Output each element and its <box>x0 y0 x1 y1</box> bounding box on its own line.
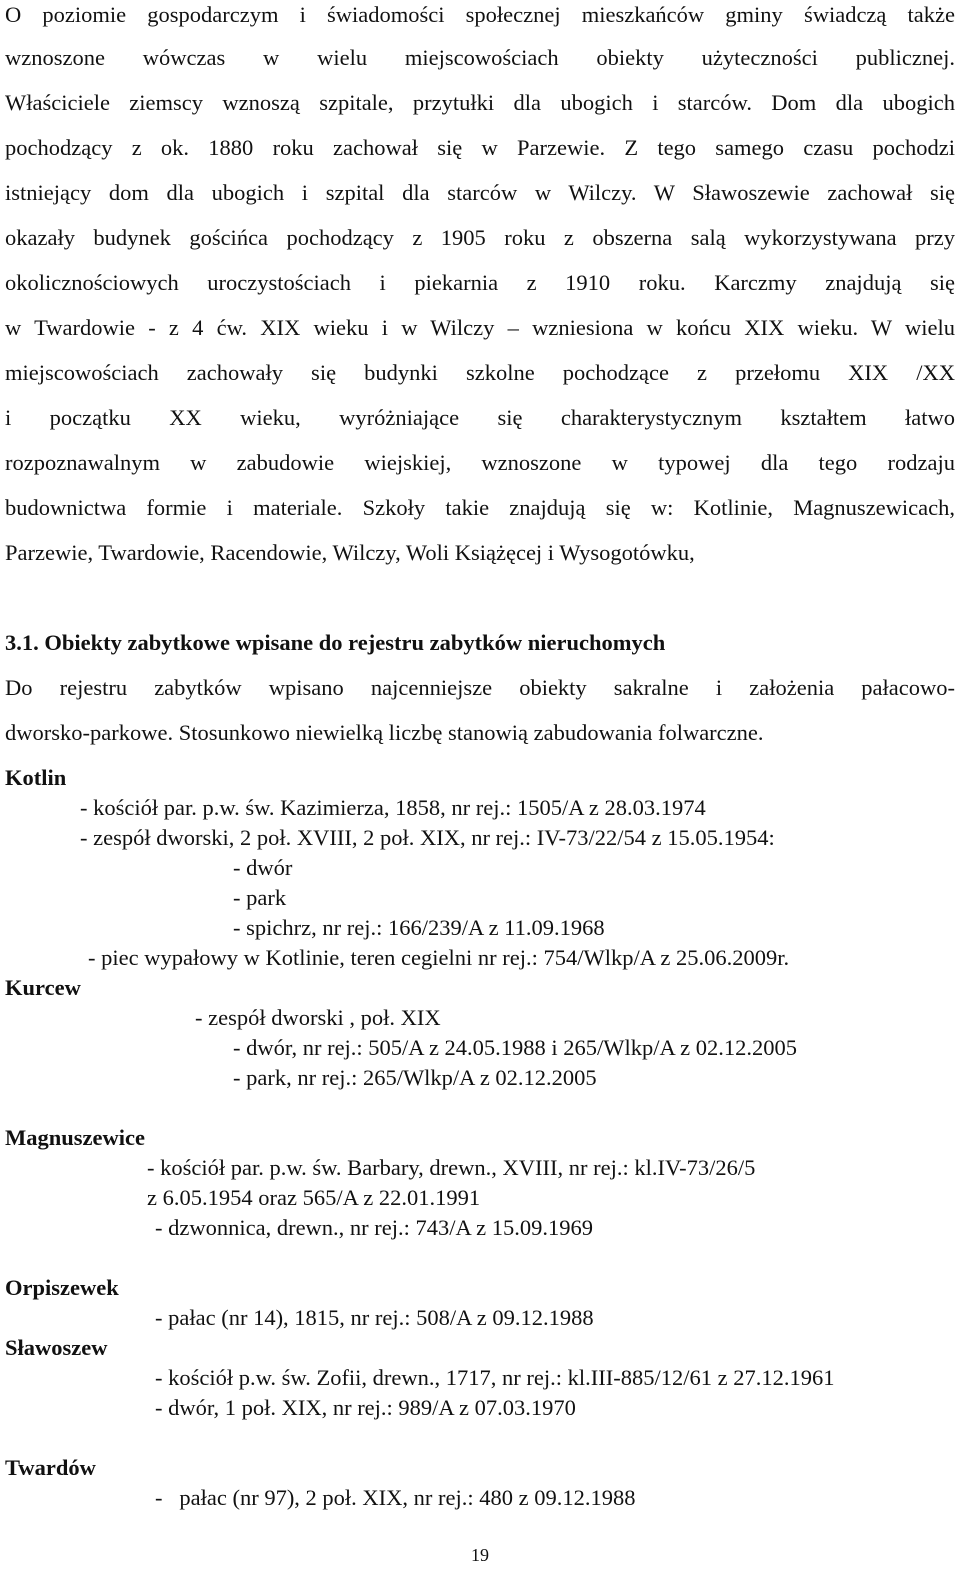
paragraph-line: wznoszone wówczas w wielu miejscowościach obiekty użyteczności publicznej. <box>5 45 955 70</box>
paragraph-line: pochodzący z ok. 1880 roku zachował się w Parzewie. Z tego samego czasu pochodzi <box>5 135 955 160</box>
paragraph-line: istniejący dom dla ubogich i szpital dla starców w Wilczy. W Sławoszewie zachował się <box>5 180 955 205</box>
register-entry: - pałac (nr 97), 2 poł. XIX, nr rej.: 480 z 09.12.1988 <box>155 1485 636 1510</box>
paragraph-line: budownictwa formie i materiale. Szkoły takie znajdują się w: Kotlinie, Magnuszewicach, <box>5 495 955 520</box>
paragraph-line: rozpoznawalnym w zabudowie wiejskiej, wznoszone w typowej dla tego rodzaju <box>5 450 955 475</box>
paragraph-line: okolicznościowych uroczystościach i piekarnia z 1910 roku. Karczmy znajdują się <box>5 270 955 295</box>
register-entry: - park, nr rej.: 265/Wlkp/A z 02.12.2005 <box>233 1065 597 1090</box>
register-entry: - piec wypałowy w Kotlinie, teren cegielni nr rej.: 754/Wlkp/A z 25.06.2009r. <box>88 945 790 970</box>
register-entry: - spichrz, nr rej.: 166/239/A z 11.09.1968 <box>233 915 605 940</box>
register-entry: - zespół dworski , poł. XIX <box>195 1005 441 1030</box>
place-name: Sławoszew <box>5 1335 108 1360</box>
register-entry: z 6.05.1954 oraz 565/A z 22.01.1991 <box>147 1185 481 1210</box>
paragraph-line: Właściciele ziemscy wznoszą szpitale, przytułki dla ubogich i starców. Dom dla ubogich <box>5 90 955 115</box>
paragraph-line: O poziomie gospodarczym i świadomości społecznej mieszkańców gminy świadczą także <box>5 2 955 27</box>
place-name: Twardów <box>5 1455 96 1480</box>
register-entry: - pałac (nr 14), 1815, nr rej.: 508/A z 09.12.1988 <box>155 1305 594 1330</box>
register-entry: - dwór, 1 poł. XIX, nr rej.: 989/A z 07.03.1970 <box>155 1395 576 1420</box>
register-entry: - kościół par. p.w. św. Barbary, drewn., XVIII, nr rej.: kl.IV-73/26/5 <box>147 1155 756 1180</box>
register-entry: - kościół p.w. św. Zofii, drewn., 1717, nr rej.: kl.III-885/12/61 z 27.12.1961 <box>155 1365 835 1390</box>
paragraph-line: dworsko-parkowe. Stosunkowo niewielką liczbę stanowią zabudowania folwarczne. <box>5 720 764 745</box>
register-entry: - dwór <box>233 855 293 880</box>
register-entry: - dzwonnica, drewn., nr rej.: 743/A z 15.09.1969 <box>155 1215 594 1240</box>
register-entry: - kościół par. p.w. św. Kazimierza, 1858, nr rej.: 1505/A z 28.03.1974 <box>80 795 706 820</box>
page-number: 19 <box>471 1545 489 1565</box>
paragraph-line: okazały budynek gościńca pochodzący z 1905 roku z obszerna salą wykorzystywana przy <box>5 225 955 250</box>
register-entry: - park <box>233 885 287 910</box>
register-entry: - dwór, nr rej.: 505/A z 24.05.1988 i 265/Wlkp/A z 02.12.2005 <box>233 1035 798 1060</box>
register-entry: - zespół dworski, 2 poł. XVIII, 2 poł. XIX, nr rej.: IV-73/22/54 z 15.05.1954: <box>80 825 775 850</box>
paragraph-line: Parzewie, Twardowie, Racendowie, Wilczy, Woli Książęcej i Wysogotówku, <box>5 540 695 565</box>
paragraph-line: w Twardowie - z 4 ćw. XIX wieku i w Wilczy – wzniesiona w końcu XIX wieku. W wielu <box>5 315 955 340</box>
paragraph-line: miejscowościach zachowały się budynki szkolne pochodzące z przełomu XIX /XX <box>5 360 955 385</box>
place-name: Kotlin <box>5 765 67 790</box>
section-heading: 3.1. Obiekty zabytkowe wpisane do rejestru zabytków nieruchomych <box>5 630 666 655</box>
paragraph-line: i początku XX wieku, wyróżniające się charakterystycznym kształtem łatwo <box>5 405 955 430</box>
place-name: Kurcew <box>5 975 81 1000</box>
place-name: Orpiszewek <box>5 1275 119 1300</box>
place-name: Magnuszewice <box>5 1125 145 1150</box>
paragraph-line: Do rejestru zabytków wpisano najcenniejsze obiekty sakralne i założenia pałacowo- <box>5 675 955 700</box>
